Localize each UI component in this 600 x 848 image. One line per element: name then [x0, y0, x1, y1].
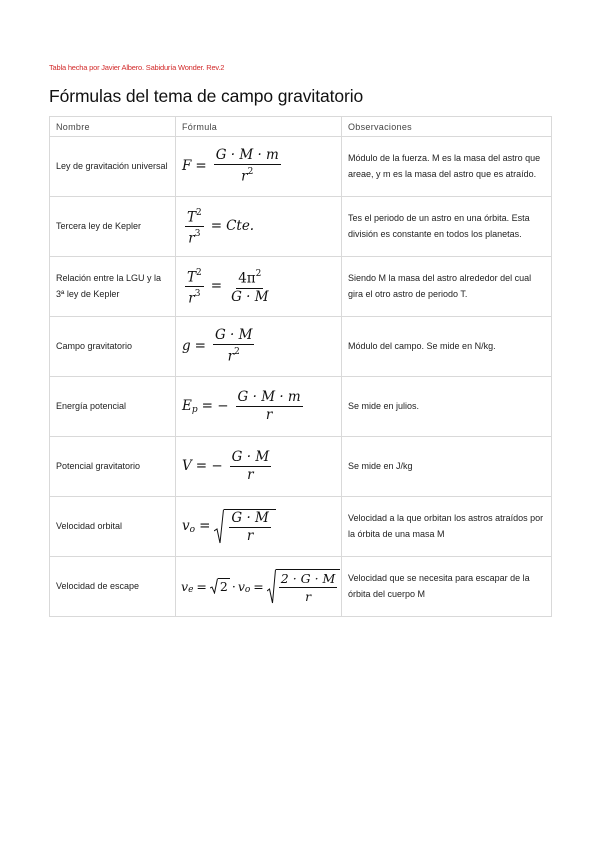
header-formula: Fórmula	[176, 117, 342, 137]
formula-cell	[176, 197, 342, 257]
row-notes: Se mide en J/kg	[342, 437, 552, 497]
table-row	[50, 437, 552, 497]
formula-cell	[176, 437, 342, 497]
row-notes: Velocidad que se necesita para escapar de la órbita del cuerpo M	[342, 557, 552, 617]
table-row	[50, 377, 552, 437]
row-notes: Módulo del campo. Se mide en N/kg.	[342, 317, 552, 377]
formula-cell	[176, 377, 342, 437]
row-notes: Siendo M la masa del astro alrededor del cual gira el otro astro de periodo T.	[342, 257, 552, 317]
square-root-sign: $\frac{G \cdot M}{r}$	[214, 509, 275, 545]
header-name: Nombre	[50, 117, 176, 137]
square-root-sign: 2	[210, 578, 230, 595]
formula-cell	[176, 557, 342, 617]
row-name: Tercera ley de Kepler	[50, 197, 176, 257]
formula: $\frac{T^2}{r^3}$ = Cte.	[187, 207, 255, 247]
formula: F = $\frac{G \cdot M \cdot m}{r^2}$	[182, 147, 279, 185]
formula: V = − $\frac{G \cdot M}{r}$	[182, 449, 270, 483]
row-name: Relación entre la LGU y la 3ª ley de Kepler	[50, 257, 176, 317]
formula-cell	[176, 497, 342, 557]
table-row	[50, 197, 552, 257]
row-name: Potencial gravitatorio	[50, 437, 176, 497]
formula-cell	[176, 137, 342, 197]
formula: v o = $\frac{G \cdot M}{r}$	[182, 509, 276, 545]
row-notes: Se mide en julios.	[342, 377, 552, 437]
row-notes: Módulo de la fuerza. M es la masa del astro que areae, y m es la masa del astro que es atraído.	[342, 137, 552, 197]
formula: v e = 2 · v o = $\frac{2 \cdot G \cdot M}{r}$	[181, 569, 340, 605]
formula-table	[49, 116, 552, 617]
formula: $\frac{T^2}{r^3}$ = $\frac{4\pi^2}{G \cdot M}$	[187, 267, 269, 307]
table-row	[50, 497, 552, 557]
formula-cell	[176, 317, 342, 377]
row-notes: Tes el periodo de un astro en una órbita. Esta división es constante en todos los planetas.	[342, 197, 552, 257]
formula-cell	[176, 257, 342, 317]
table-row	[50, 257, 552, 317]
row-name: Velocidad orbital	[50, 497, 176, 557]
table-header-row	[50, 117, 552, 137]
row-name: Campo gravitatorio	[50, 317, 176, 377]
page-title: Fórmulas del tema de campo gravitatorio	[49, 86, 364, 106]
row-name: Energía potencial	[50, 377, 176, 437]
table-row	[50, 137, 552, 197]
row-notes: Velocidad a la que orbitan los astros atraídos por la órbita de una masa M	[342, 497, 552, 557]
table-row	[50, 557, 552, 617]
header-notes: Observaciones	[342, 117, 552, 137]
table-row	[50, 317, 552, 377]
square-root-sign: $\frac{2 \cdot G \cdot M}{r}$	[267, 569, 341, 605]
formula: E p = − $\frac{G \cdot M \cdot m}{r}$	[182, 389, 301, 423]
row-name: Ley de gravitación universal	[50, 137, 176, 197]
row-name: Velocidad de escape	[50, 557, 176, 617]
author-credit: Tabla hecha por Javier Albero. Sabiduría Wonder. Rev.2	[49, 63, 225, 72]
formula: g = $\frac{G \cdot M}{r^2}$	[182, 327, 253, 365]
